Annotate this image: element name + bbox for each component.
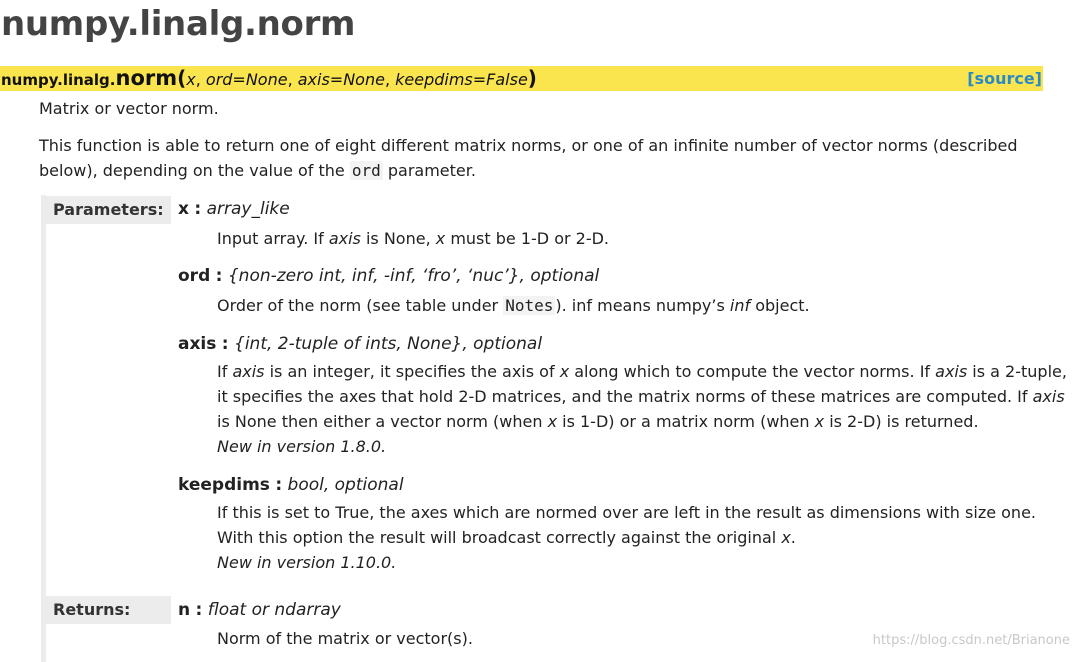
param-x-description: Input array. If axis is None, x must be 1-D or 2-D. (217, 229, 610, 248)
signature-close-paren: ) (527, 66, 537, 90)
param-axis-type: {int, 2-tuple of ints, None}, optional (234, 334, 543, 354)
return-n-header: n : float or ndarray (178, 600, 341, 620)
param-axis-name: axis (178, 334, 217, 354)
returns-label: Returns: (45, 596, 171, 624)
signature-module-prefix: numpy.linalg. (1, 71, 116, 89)
return-type: float or ndarray (207, 600, 341, 620)
description-line-2-after: parameter. (387, 161, 476, 180)
field-list-rail (41, 195, 46, 662)
description-line-2-before: below), depending on the value of the (39, 161, 345, 180)
param-keepdims-type: bool, optional (287, 475, 404, 495)
return-name: n (178, 600, 191, 620)
function-signature: numpy.linalg.norm(x, ord=None, axis=None, keepdims=False) (1, 66, 537, 90)
param-keepdims-header: keepdims : bool, optional (178, 475, 404, 495)
signature-param-ord: ord=None (205, 70, 288, 89)
keepdims-version-note: New in version 1.10.0. (217, 553, 397, 572)
signature-function-name: norm (115, 66, 178, 90)
notes-link[interactable]: Notes (505, 296, 554, 315)
ord-code-literal: ord (351, 161, 381, 180)
return-description: Norm of the matrix or vector(s). (217, 629, 473, 648)
signature-param-axis: axis=None (297, 70, 385, 89)
description-text (39, 133, 1017, 183)
description-line-1: This function is able to return one of eight different matrix norms, or one of an infinite number of vector norms (described (39, 136, 1018, 155)
parameters-label: Parameters: (45, 196, 171, 224)
param-ord-name: ord (178, 266, 211, 286)
source-link[interactable]: [source] (967, 69, 1042, 88)
summary-text: Matrix or vector norm. (39, 99, 219, 118)
param-x-name: x (178, 199, 189, 219)
param-x-type: array_like (206, 199, 290, 219)
param-x-header: x : array_like (178, 199, 290, 219)
param-axis-header: axis : {int, 2-tuple of ints, None}, optional (178, 334, 543, 354)
watermark-text: https://blog.csdn.net/Brianone (872, 633, 1070, 648)
param-ord-description: Order of the norm (see table under Notes ). inf means numpy’s inf object. (217, 296, 810, 315)
param-ord-header: ord : {non-zero int, inf, -inf, ‘fro’, ‘nuc’}, optional (178, 266, 600, 286)
axis-version-note: New in version 1.8.0. (217, 437, 387, 456)
page-title: numpy.linalg.norm (1, 4, 356, 44)
param-ord-type: {non-zero int, inf, -inf, ‘fro’, ‘nuc’}, optional (227, 266, 600, 286)
signature-param-keepdims: keepdims=False (395, 70, 528, 89)
signature-param-x: x (186, 70, 196, 89)
signature-open-paren: ( (177, 66, 187, 90)
param-keepdims-description: If this is set to True, the axes which are normed over are left in the result as dimensions with size one. With this option the result will broadcast correctly against the original x. New in version 1.10.0. (217, 503, 1036, 572)
param-keepdims-name: keepdims (178, 475, 270, 495)
param-axis-description: If axis is an integer, it specifies the axis of x along which to compute the vector norms. If axis is a 2-tuple, it specifies the axes that hold 2-D matrices, and the matrix norms of these matrices are computed. If axis is None then either a vector norm (when x is 1-D) or a matrix norm (when x is 2-D) is returned. New in version 1.8.0. (217, 362, 1067, 456)
